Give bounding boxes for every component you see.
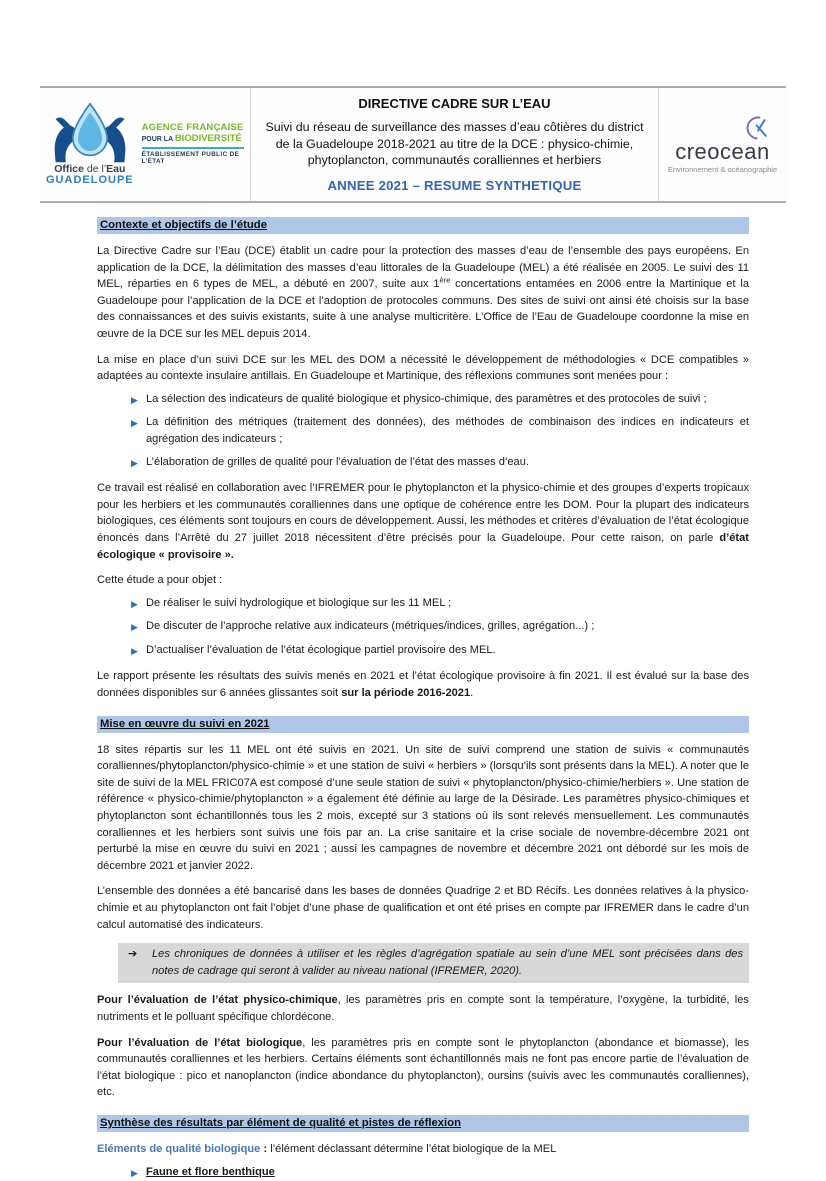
paragraph-elements-qualite: Eléments de qualité biologique : l’élément déclassant détermine l’état biologique de la MEL xyxy=(97,1142,557,1155)
office-eau: Eau xyxy=(106,163,126,176)
bullet-item xyxy=(97,414,749,447)
blue-lead-elements: Eléments de qualité biologique xyxy=(97,1142,261,1155)
bullet-item xyxy=(97,642,749,660)
afb-etablissement: ÉTABLISSEMENT PUBLIC DE L’ÉTAT xyxy=(141,151,240,166)
creocean-logo xyxy=(668,115,777,174)
office-word: Office xyxy=(54,163,84,176)
header-right-cell xyxy=(658,88,786,201)
bullet-item-faune-flore xyxy=(97,1164,749,1181)
bullet-arrow-icon: ▶ xyxy=(131,418,138,429)
water-drop-hands-icon xyxy=(47,102,133,164)
afb-line-agence: AGENCE FRANÇAISE xyxy=(141,122,244,134)
bullet-text: De réaliser le suivi hydrologique et biologique sur les 11 MEL ; xyxy=(146,596,452,609)
section-heading-contexte: Contexte et objectifs de l’étude xyxy=(97,217,749,234)
bullet-text: L’élaboration de grilles de qualité pour l’évaluation de l’état des masses d’eau. xyxy=(146,455,529,468)
afb-logo xyxy=(142,123,244,165)
header-left-cell xyxy=(40,88,250,201)
paragraph-physico-chimique: Pour l’évaluation de l’état physico-chimique, les paramètres pris en compte sont la température, l’oxygène, la turbidité, les nutriments et le polluant spécifique chlordécone. xyxy=(97,994,749,1023)
bullet-text: La sélection des indicateurs de qualité biologique et physico-chimique, des paramètres et des protocoles de suivi ; xyxy=(146,392,707,405)
bold-lead-physico: Pour l’évaluation de l’état physico-chimique xyxy=(97,994,338,1007)
header-title-cell xyxy=(250,88,658,201)
bullet-arrow-icon: ▶ xyxy=(131,457,138,468)
bullet-text: D’actualiser l’évaluation de l’état écologique partiel provisoire des MEL. xyxy=(146,643,496,656)
document-edition: ANNEE 2021 – RESUME SYNTHETIQUE xyxy=(327,177,582,193)
section-heading-mise-en-oeuvre: Mise en œuvre du suivi en 2021 xyxy=(97,716,749,733)
bullet-arrow-icon: ▶ xyxy=(131,1167,138,1178)
bullet-text: Faune et flore benthique xyxy=(146,1165,275,1178)
paragraph-bancarisation: L’ensemble des données a été bancarisé dans les bases de données Quadrige 2 et BD Récifs. Les données relatives à la physico-chimie et au phytoplancton ont fait l’objet d’une phase de qualification et ont été prises en compte par IFREMER dans le cadre d’un calcul automatisé des indicateurs. xyxy=(97,885,749,931)
paragraph-sites: 18 sites répartis sur les 11 MEL ont été suivis en 2021. Un site de suivi comprend une station de suivis « communautés coralliennes/phytoplancton/physico-chimie » et une station de suivi « herbiers » (lorsqu’ils sont présents dans la MEL). A noter que le site de suivi de la MEL FRIC07A est composé d’une seule station de suivi « phytoplancton/physico-chimie/herbiers ». Une station de référence « physico-chimie/phytoplancton » a également été définie au large de la Désirade. Les paramètres physico-chimiques et phytoplancton sont échantillonnés tous les 2 mois, excepté sur 3 stations où ils sont relevés mensuellement. Les communautés coralliennes et les herbiers sont suivis une fois par an. La crise sanitaire et la crise sociale de novembre-décembre 2021 ont perturbé la mise en œuvre du suivi en 2021 ; aussi les campagnes de novembre et décembre 2021 ont débordé sur les mois de décembre 2021 et janvier 2022. xyxy=(97,743,749,872)
paragraph-contexte-2: La mise en place d’un suivi DCE sur les MEL des DOM a nécessité le développement de méthodologies « DCE compatibles » adaptées au contexte insulaire antillais. En Guadeloupe et Martinique, des réflexions communes sont menées pour : xyxy=(97,353,749,383)
note-text: Les chroniques de données à utiliser et les règles d’agrégation spatiale au sein d’une MEL sont précisées dans des notes de cadrage qui seront à valider au niveau national (IFREMER, 2020). xyxy=(152,948,743,977)
bullet-item xyxy=(97,454,749,472)
office-logo-region: GUADELOUPE xyxy=(46,174,134,187)
bullet-list-objets xyxy=(97,595,749,660)
afb-divider xyxy=(142,147,244,149)
bullet-list-synthese xyxy=(97,1164,749,1181)
paragraph-rapport: Le rapport présente les résultats des suivis menés en 2021 et l’état écologique provisoire à fin 2021. Il est évalué sur la base des données disponibles sur 6 années glissantes soit sur la période 2016-2021. xyxy=(97,670,749,700)
bullet-item xyxy=(97,391,749,409)
office-eau-guadeloupe-logo xyxy=(46,102,134,187)
bullet-text: De discuter de l’approche relative aux indicateurs (métriques/indices, grilles, agrégation...) ; xyxy=(146,620,595,633)
note-callout xyxy=(118,943,749,983)
creocean-symbol-icon xyxy=(745,115,771,141)
office-de-l: de l’ xyxy=(83,163,107,176)
section-heading-synthese: Synthèse des résultats par élément de qualité et pistes de réflexion xyxy=(97,1115,749,1132)
document-title: DIRECTIVE CADRE SUR L’EAU xyxy=(358,96,551,112)
document-subtitle: Suivi du réseau de surveillance des masses d’eau côtières du district de la Guadeloupe 2018-2021 au titre de la DCE : physico-chimie, phytoplancton, communautés coralliennes et herbiers xyxy=(265,120,644,168)
bold-lead-biologique: Pour l’évaluation de l’état biologique xyxy=(97,1036,303,1049)
creocean-tagline: Environnement & océanographie xyxy=(667,165,778,174)
office-logo-text xyxy=(46,164,134,187)
bullet-arrow-icon: ▶ xyxy=(131,622,138,633)
paragraph-objet: Cette étude a pour objet : xyxy=(97,574,223,587)
paragraph-contexte-1: La Directive Cadre sur l’Eau (DCE) établit un cadre pour la protection des masses d’eau de l’ensemble des pays européens. En application de la DCE, la délimitation des masses d’eau littorales de la Guadeloupe (MEL) a été réalisée en 2005. Le suivi des 11 MEL, réparties en 6 types de MEL, a débuté en 2007, suite aux 1ère concertations entamées en 2006 entre la Martinique et la Guadeloupe pour l’application de la DCE et l’adoption de protocoles communs. Des sites de suivi ont ainsi été choisis sur la base des connaissances et des suivis existants, suite à une analyse multicritère. L’Office de l’Eau de Guadeloupe coordonne la mise en œuvre de la DCE sur les MEL depuis 2014. xyxy=(97,245,749,340)
superscript-ere: ère xyxy=(439,275,451,285)
document-header xyxy=(40,86,786,203)
bullet-item xyxy=(97,595,749,613)
bold-periode: sur la période 2016-2021 xyxy=(341,687,471,700)
content xyxy=(97,217,749,1181)
afb-pour-la: POUR LA xyxy=(141,136,175,144)
note-arrow-icon: ➔ xyxy=(128,948,138,961)
afb-biodiversite: BIODIVERSITÉ xyxy=(174,133,242,145)
creocean-wordmark: creocean xyxy=(675,139,770,164)
bullet-list-methodologies xyxy=(97,391,749,471)
paragraph-biologique: Pour l’évaluation de l’état biologique, les paramètres pris en compte sont le phytoplancton (abondance et biomasse), les communautés coralliennes et les herbiers. Certains éléments sont échantillonnés mais ne font pas encore partie de l’évaluation de l’état biologique : pico et nanoplancton (indice abondance du phytoplancton), oursins (suivis avec les communautés coralliennes), etc. xyxy=(97,1036,750,1099)
paragraph-contexte-3: Ce travail est réalisé en collaboration avec l’IFREMER pour le phytoplancton et la physico-chimie et des groupes d’experts tropicaux pour les herbiers et les communautés coralliennes dans une optique de cohérence entre les DOM. Pour la plupart des indicateurs biologiques, ces éléments sont toujours en cours de développement. Aussi, les méthodes et critères d’évaluation de l’état écologique énoncés dans l’Arrêté du 27 juillet 2018 nécessitent d’être précisés pour la Guadeloupe. Pour cette raison, on parle d’état écologique « provisoire ». xyxy=(97,482,749,561)
bullet-arrow-icon: ▶ xyxy=(131,598,138,609)
bullet-text: La définition des métriques (traitement des données), des méthodes de combinaison des indices en indicateurs et agrégation des indicateurs ; xyxy=(146,416,749,445)
bullet-arrow-icon: ▶ xyxy=(131,394,138,405)
bold-etat-ecologique: d’état écologique « provisoire ». xyxy=(97,531,749,561)
bullet-arrow-icon: ▶ xyxy=(131,645,138,656)
bullet-item xyxy=(97,618,749,636)
